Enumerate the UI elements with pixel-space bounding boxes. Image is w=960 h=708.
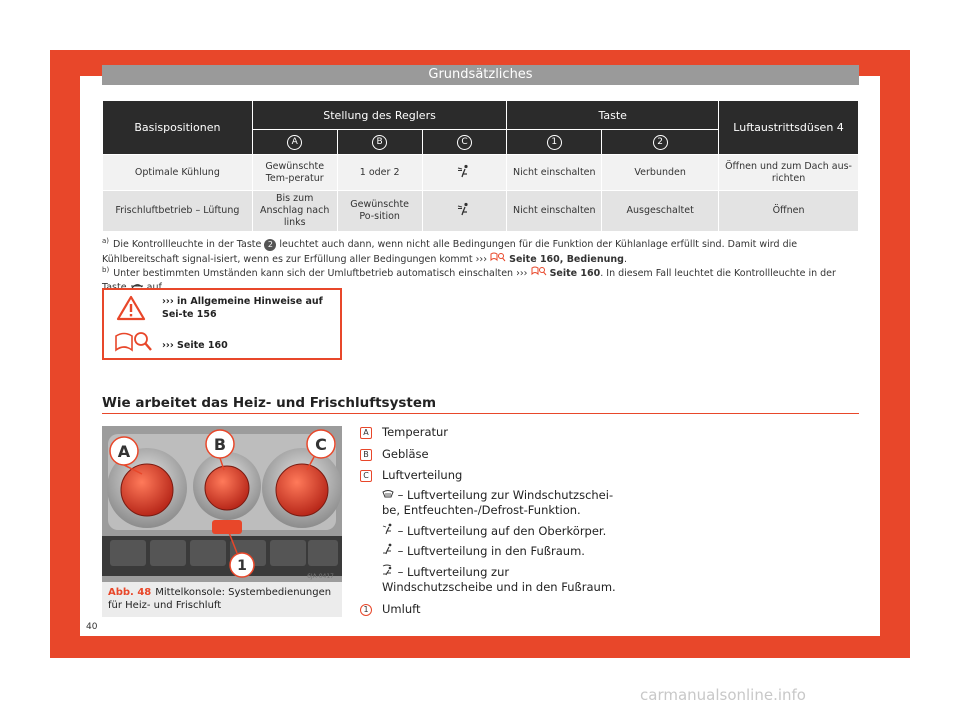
settings-table	[102, 100, 859, 232]
cell-a: Bis zum Anschlag nach links	[252, 191, 337, 232]
legend-subitem-windshield: – Luftverteilung zur Windschutzschei-be, Entfeuchten-/Defrost-Funktion.	[382, 487, 614, 518]
vent-upper-body-icon	[456, 202, 472, 216]
cell-c	[422, 191, 507, 232]
windshield-defrost-icon	[382, 489, 394, 499]
book-wrench-icon	[490, 252, 506, 262]
figure-label-a: A	[117, 442, 131, 461]
sub-col-1: 1	[507, 130, 602, 155]
chapter-header: Grundsätzliches	[102, 65, 859, 85]
page-number: 40	[86, 622, 98, 632]
figure-center-console	[102, 426, 342, 582]
cell-basis: Optimale Kühlung	[103, 155, 253, 191]
legend-subitem-upper-body: – Luftverteilung auf den Oberkörper.	[360, 523, 620, 540]
col-taste: Taste	[507, 101, 719, 130]
figure-label-c: C	[315, 435, 327, 454]
section-divider	[102, 413, 859, 414]
legend-subitem-windshield-footwell: – Luftverteilung zur Windschutzscheibe und in den Fußraum.	[382, 564, 616, 595]
col-stellung-reglers: Stellung des Reglers	[252, 101, 507, 130]
legend-item-a: A Temperatur	[360, 425, 620, 441]
cell-taste-2: Verbunden	[602, 155, 719, 191]
figure-caption-text: Mittelkonsole: Systembedienungen für Heiz- und Frischluft	[108, 587, 332, 611]
cell-taste-1: Nicht einschalten	[507, 191, 602, 232]
cell-taste-1: Nicht einschalten	[507, 155, 602, 191]
warning-box	[102, 288, 342, 360]
figure-label-1: 1	[237, 558, 247, 574]
col-basispositionen: Basispositionen	[103, 101, 253, 155]
sub-col-b: B	[337, 130, 422, 155]
legend-item-1: 1 Umluft	[360, 602, 620, 618]
link-seite-160-bedienung[interactable]: Seite 160, Bedienung	[509, 253, 624, 265]
cell-a: Gewünschte Tem-peratur	[252, 155, 337, 191]
figure-number: Abb. 48	[108, 587, 152, 598]
book-wrench-icon	[531, 266, 547, 276]
footnote-b: $^{b)}$ Unter bestimmten Umständen kann sich der Umluftbetrieb automatisch einschalten ››› Seite 160. In diesem Fall leuchtet die Kontrollleuchte in der	[102, 265, 859, 295]
section-title: Wie arbeitet das Heiz- und Frischluftsystem	[102, 395, 437, 411]
table-row	[103, 191, 859, 232]
vent-windshield-footwell-icon	[382, 564, 394, 576]
warning-triangle-icon	[116, 295, 146, 321]
cell-luft: Öffnen	[719, 191, 859, 232]
legend-item-c: C Luftverteilung	[360, 468, 620, 484]
book-wrench-icon	[114, 330, 154, 354]
col-luftaustrittsduesen: Luftaustrittsdüsen 4	[719, 101, 859, 155]
link-seite-160[interactable]: Seite 160	[549, 268, 601, 280]
footnote-a: $^{a)}$ Die Kontrollleuchte in der Taste 2 leuchtet auch dann, wenn nicht alle Bedingungen für die Funktion der Kühlanlage erfüllt sind. Damit wird die Kühlbereitschaft signal-isiert, wenn es zur Erfüllung aller Bedingungen kommt ››› Seite 160, Bedienung.	[102, 237, 798, 265]
legend-subitem-footwell: – Luftverteilung in den Fußraum.	[360, 543, 620, 560]
cell-taste-2: Ausgeschaltet	[602, 191, 719, 232]
sub-col-2: 2	[602, 130, 719, 155]
watermark: carmanualsonline.info	[640, 686, 806, 704]
cell-c	[422, 155, 507, 191]
vent-footwell-icon	[382, 543, 394, 555]
vent-upper-body-icon	[456, 164, 472, 178]
cell-luft: Öffnen und zum Dach aus-richten	[719, 155, 859, 191]
figure-caption	[102, 582, 342, 617]
cell-b: 1 oder 2	[337, 155, 422, 191]
cell-b: Gewünschte Po-sition	[337, 191, 422, 232]
center-console-illustration	[102, 426, 342, 582]
legend-item-b: B Gebläse	[360, 447, 620, 463]
figure-legend	[360, 425, 620, 617]
warning-link-seite-160[interactable]: ››› Seite 160	[162, 340, 228, 351]
key-badge: 2	[264, 239, 276, 251]
figure-code: 6JA-0417	[307, 573, 334, 580]
sub-col-c: C	[422, 130, 507, 155]
figure-label-b: B	[213, 435, 227, 454]
warning-link-allgemeine-hinweise[interactable]: ››› in Allgemeine Hinweise auf Sei-te 156	[162, 296, 323, 320]
cell-basis: Frischluftbetrieb – Lüftung	[103, 191, 253, 232]
table-row	[103, 155, 859, 191]
sub-col-a: A	[252, 130, 337, 155]
vent-upper-body-icon	[382, 523, 394, 535]
